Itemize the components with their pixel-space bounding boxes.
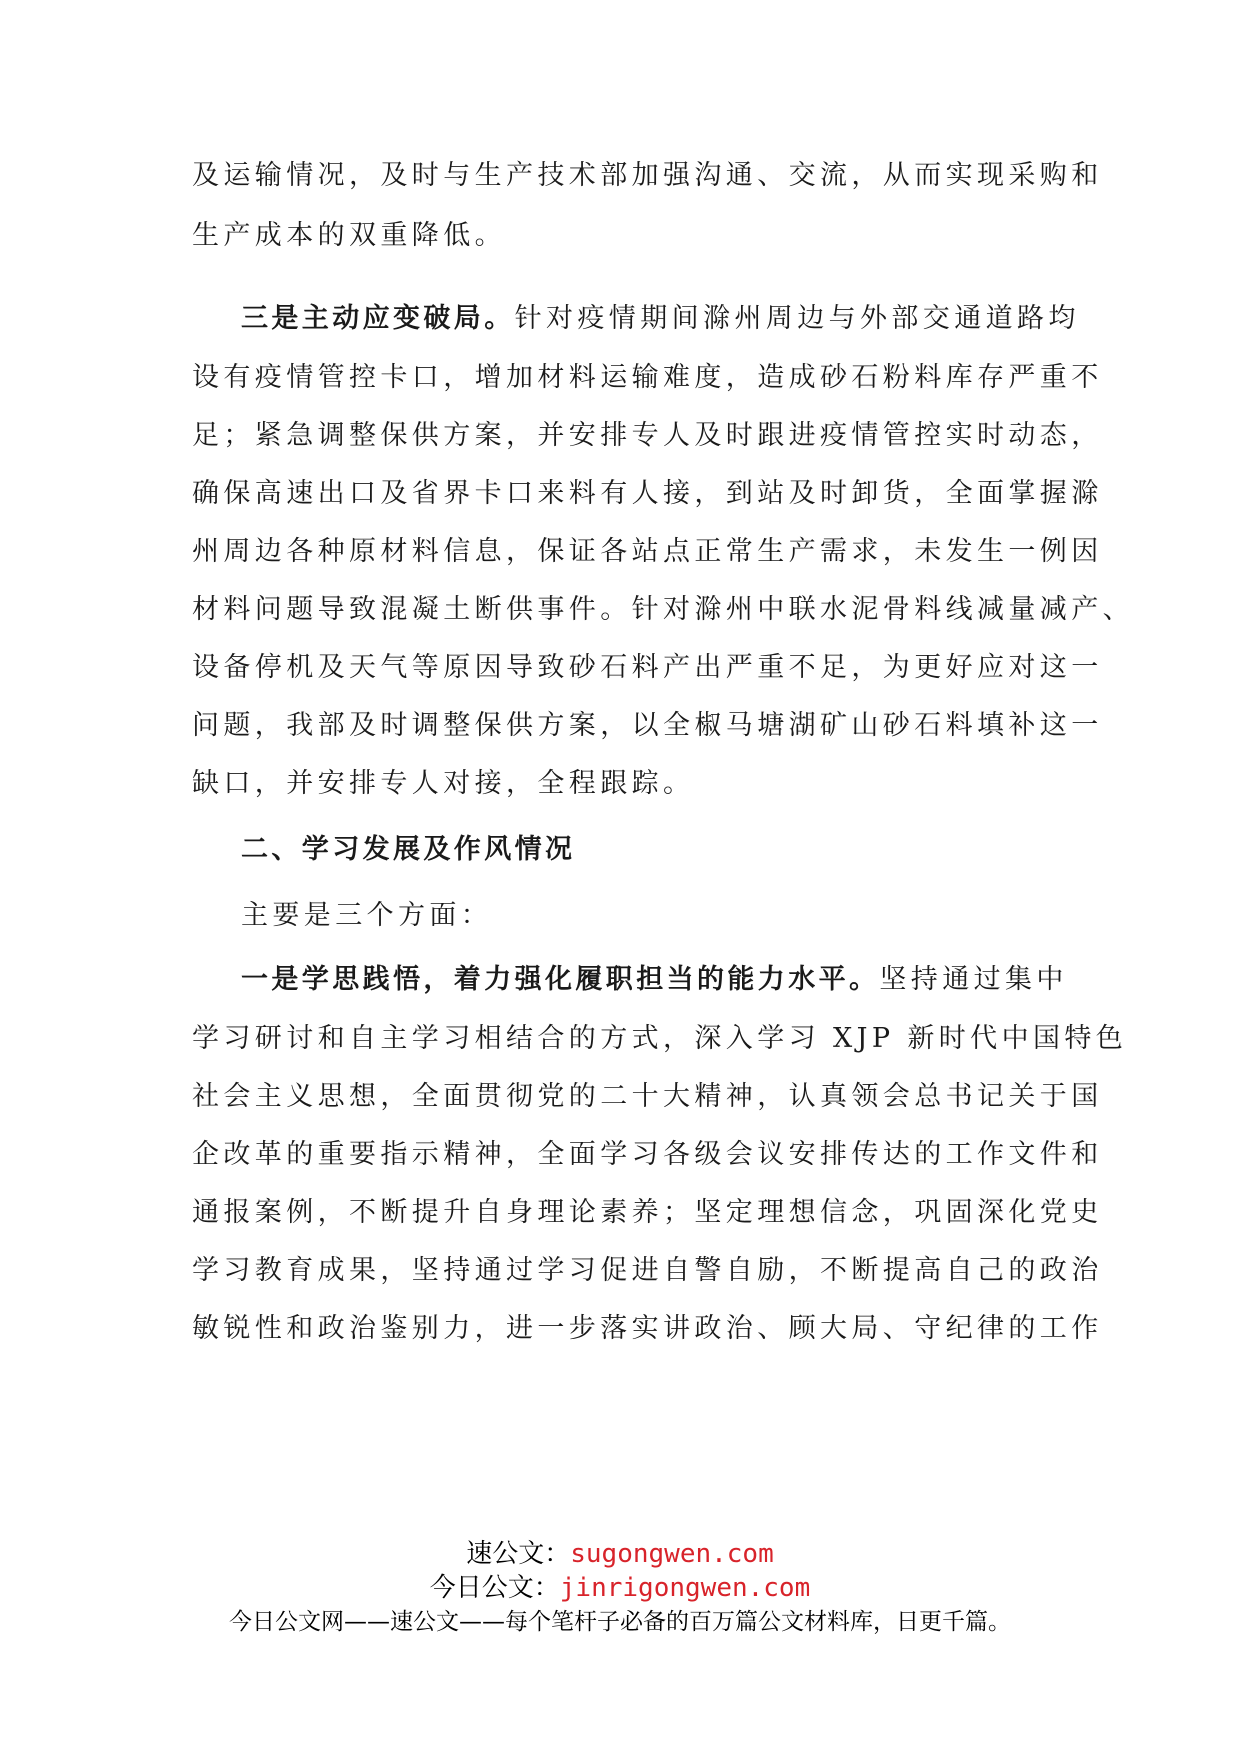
paragraph-line: 社会主义思想，全面贯彻党的二十大精神，认真领会总书记关于国 — [192, 1081, 1103, 1112]
paragraph-line: 确保高速出口及省界卡口来料有人接，到站及时卸货，全面掌握滁 — [192, 478, 1103, 509]
paragraph-line: 设备停机及天气等原因导致砂石料产出严重不足，为更好应对这一 — [192, 652, 1103, 683]
footer-link-jinrigongwen[interactable]: jinrigongwen.com — [559, 1573, 811, 1603]
paragraph-line: 企改革的重要指示精神，全面学习各级会议安排传达的工作文件和 — [192, 1139, 1103, 1170]
paragraph-text: 针对疫情期间滁州周边与外部交通道路均 — [514, 303, 1080, 334]
paragraph-line: 及运输情况，及时与生产技术部加强沟通、交流，从而实现采购和 — [192, 160, 1103, 191]
paragraph-line — [241, 299, 1101, 339]
footer-label: 速公文： — [466, 1539, 571, 1569]
paragraph-text: 坚持通过集中 — [879, 964, 1068, 995]
section-heading: 二、学习发展及作风情况 — [241, 834, 576, 865]
paragraph-line: 问题，我部及时调整保供方案，以全椒马塘湖矿山砂石料填补这一 — [192, 710, 1103, 741]
paragraph-line: 足；紧急调整保供方案，并安排专人及时跟进疫情管控实时动态， — [192, 420, 1103, 451]
footer-link-sugongwen[interactable]: sugongwen.com — [570, 1539, 774, 1569]
paragraph-line: 材料问题导致混凝土断供事件。针对滁州中联水泥骨料线减量减产、 — [192, 594, 1134, 625]
paragraph-line: 学习研讨和自主学习相结合的方式，深入学习 XJP 新时代中国特色 — [192, 1023, 1128, 1054]
paragraph-line: 设有疫情管控卡口，增加材料运输难度，造成砂石粉料库存严重不 — [192, 362, 1103, 393]
footer-sugongwen — [0, 1537, 1240, 1571]
paragraph-line: 生产成本的双重降低。 — [192, 220, 506, 251]
bold-lead-heading: 一是学思践悟，着力强化履职担当的能力水平。 — [241, 964, 880, 995]
paragraph-line: 州周边各种原材料信息，保证各站点正常生产需求，未发生一例因 — [192, 536, 1103, 567]
footer-jinrigongwen — [0, 1571, 1240, 1605]
paragraph-line: 学习教育成果，坚持通过学习促进自警自励，不断提高自己的政治 — [192, 1255, 1103, 1286]
paragraph-line: 通报案例，不断提升自身理论素养；坚定理想信念，巩固深化党史 — [192, 1197, 1103, 1228]
footer-tagline: 今日公文网——速公文——每个笔杆子必备的百万篇公文材料库，日更千篇。 — [229, 1609, 1011, 1635]
paragraph-line: 主要是三个方面： — [241, 900, 493, 931]
paragraph-line — [241, 960, 1101, 1000]
bold-lead-heading: 三是主动应变破局。 — [241, 303, 515, 334]
paragraph-line: 敏锐性和政治鉴别力，进一步落实讲政治、顾大局、守纪律的工作 — [192, 1313, 1103, 1344]
paragraph-line: 缺口，并安排专人对接，全程跟踪。 — [192, 768, 695, 799]
footer-label: 今日公文： — [429, 1573, 560, 1603]
